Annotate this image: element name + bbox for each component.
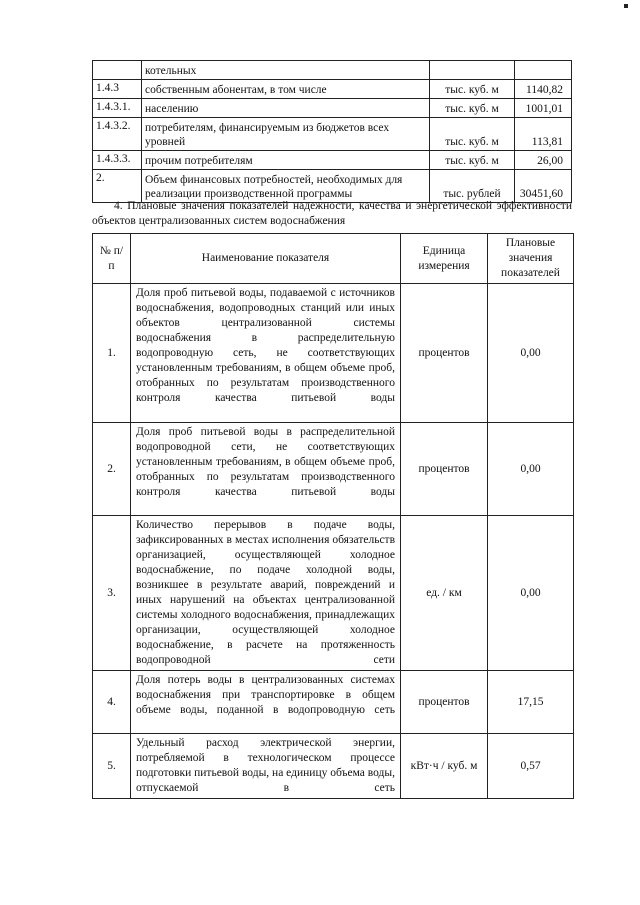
- section-heading: 4. Плановые значения показателей надежности, качества и энергетической эффективности объектов централизованных систем водоснабжения: [92, 200, 572, 227]
- row-name: Доля потерь воды в централизованных системах водоснабжения при транспортировке в общем объеме воды, поданной в водопроводную сеть: [131, 671, 401, 734]
- row-number: 1.4.3.2.: [93, 118, 142, 151]
- row-value: 26,00: [515, 151, 572, 170]
- row-number: 2.: [93, 423, 131, 516]
- row-name: Удельный расход электрической энергии, потребляемой в технологическом процессе подготовки питьевой воды, на единицу объема воды, отпускаемой в сеть: [131, 734, 401, 799]
- row-unit: процентов: [401, 671, 488, 734]
- row-unit: ед. / км: [401, 516, 488, 671]
- row-value: [515, 61, 572, 80]
- row-number: 1.: [93, 284, 131, 423]
- row-name: Доля проб питьевой воды в распределительной водопроводной сети, не соответствующих установленным требованиям, в общем объеме проб, отобранных по результатам производственного контроля качества питьевой воды: [131, 423, 401, 516]
- table-row: [93, 61, 572, 80]
- row-number: 5.: [93, 734, 131, 799]
- table-row: [93, 516, 574, 671]
- row-value: 0,00: [488, 423, 574, 516]
- row-name: собственным абонентам, в том числе: [142, 80, 430, 99]
- row-value: 30451,60: [515, 170, 572, 203]
- row-name: потребителям, финансируемым из бюджетов всех уровней: [142, 118, 430, 151]
- row-number: 1.4.3: [93, 80, 142, 99]
- row-name: котельных: [142, 61, 430, 80]
- row-number: 2.: [93, 170, 142, 203]
- header-number: № п/п: [93, 234, 131, 284]
- row-unit: тыс. куб. м: [430, 151, 515, 170]
- row-value: 0,00: [488, 284, 574, 423]
- table-row: [93, 734, 574, 799]
- row-number: [93, 61, 142, 80]
- header-value: Плановые значения показателей: [488, 234, 574, 284]
- table-row: [93, 671, 574, 734]
- header-name: Наименование показателя: [131, 234, 401, 284]
- table-row: [93, 151, 572, 170]
- row-number: 3.: [93, 516, 131, 671]
- row-unit: тыс. куб. м: [430, 118, 515, 151]
- row-unit: процентов: [401, 284, 488, 423]
- production-volume-table: [92, 60, 572, 203]
- row-unit: [430, 61, 515, 80]
- header-row: [93, 234, 574, 284]
- table-row: [93, 170, 572, 203]
- table-row: [93, 99, 572, 118]
- table-row: [93, 118, 572, 151]
- row-unit: кВт·ч / куб. м: [401, 734, 488, 799]
- table-row: [93, 284, 574, 423]
- table-row: [93, 423, 574, 516]
- row-number: 4.: [93, 671, 131, 734]
- row-name: населению: [142, 99, 430, 118]
- row-number: 1.4.3.3.: [93, 151, 142, 170]
- row-value: 0,57: [488, 734, 574, 799]
- header-unit: Единица измерения: [401, 234, 488, 284]
- table-row: [93, 80, 572, 99]
- row-name: прочим потребителям: [142, 151, 430, 170]
- row-unit: тыс. куб. м: [430, 99, 515, 118]
- row-name: Объем финансовых потребностей, необходимых для реализации производственной программы: [142, 170, 430, 203]
- row-value: 0,00: [488, 516, 574, 671]
- row-name: Доля проб питьевой воды, подаваемой с источников водоснабжения, водопроводных станций или иных объектов централизованной системы водоснабжения в распределительную водопроводную сеть, не соответствующих установленным требованиям, в общем объеме проб, отобранных по результатам производственного контроля качества питьевой воды: [131, 284, 401, 423]
- row-value: 1140,82: [515, 80, 572, 99]
- row-value: 113,81: [515, 118, 572, 151]
- row-value: 1001,01: [515, 99, 572, 118]
- row-unit: тыс. куб. м: [430, 80, 515, 99]
- row-unit: процентов: [401, 423, 488, 516]
- row-number: 1.4.3.1.: [93, 99, 142, 118]
- row-name: Количество перерывов в подаче воды, зафиксированных в местах исполнения обязательств организацией, осуществляющей холодное водоснабжение, по подаче холодной воды, возникшее в результате аварий, повреждений и иных нарушений на объектах централизованной системы холодного водоснабжения, принадлежащих организации, осуществляющей холодное водоснабжение, в расчете на протяженность водопроводной сети: [131, 516, 401, 671]
- corner-scan-mark: [624, 4, 628, 8]
- indicators-table: [92, 233, 574, 799]
- row-value: 17,15: [488, 671, 574, 734]
- row-unit: тыс. рублей: [430, 170, 515, 203]
